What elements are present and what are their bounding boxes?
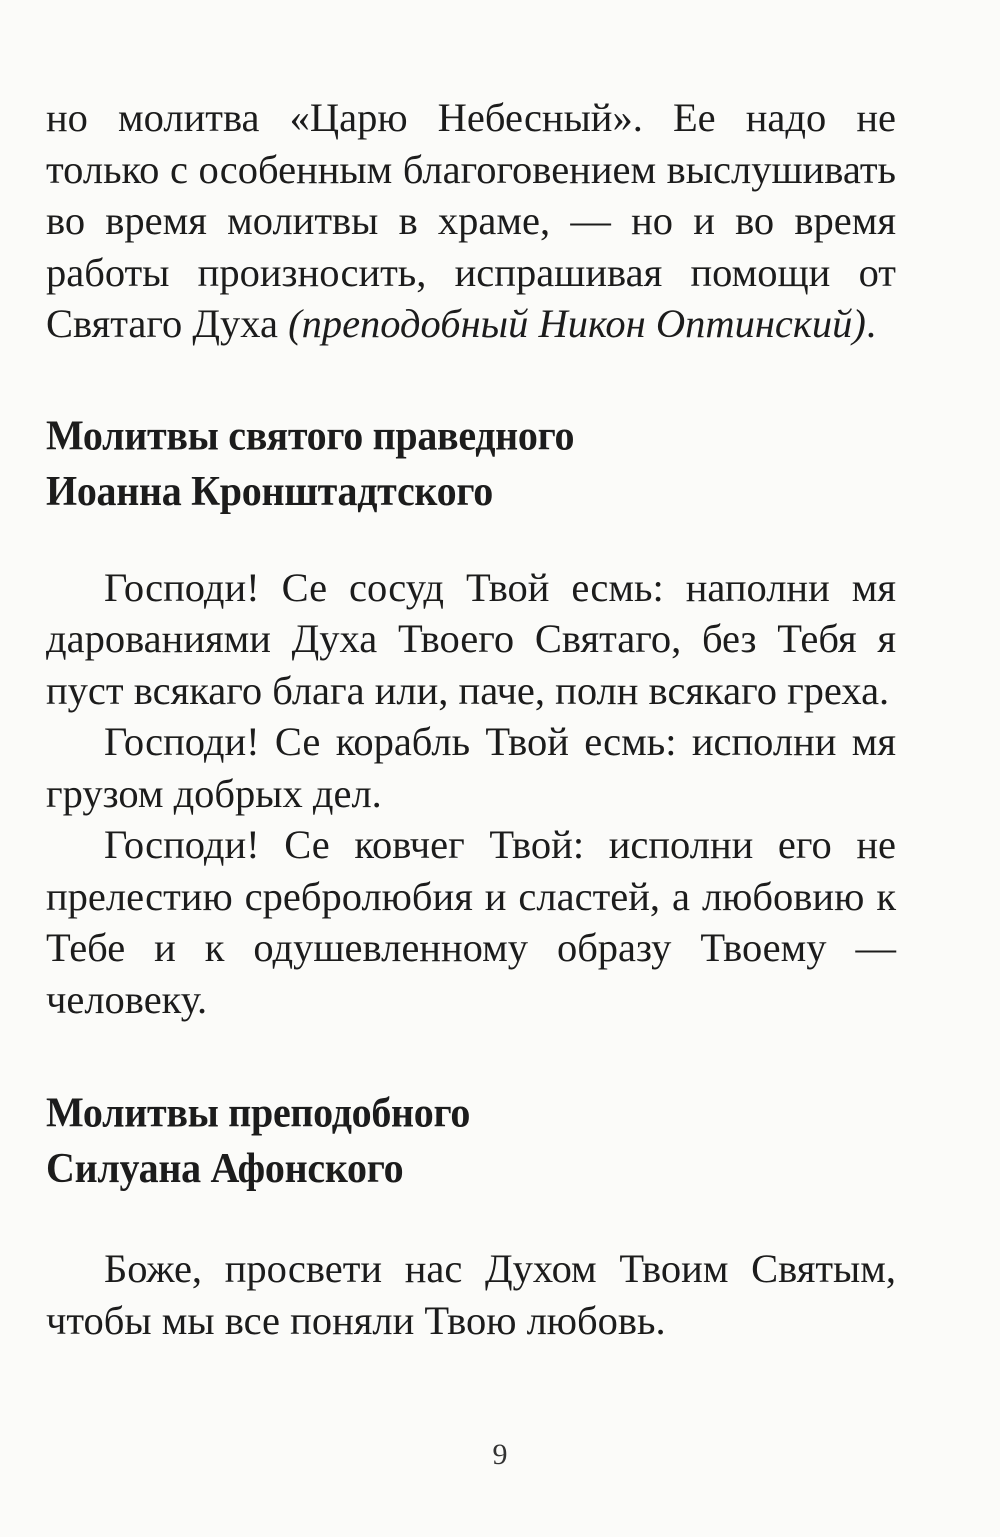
section1-paragraph-1: Господи! Се сосуд Твой есмь: наполни мя дарованиями Духа Твоего Святаго, без Тебя я пуст всякаго блага или, паче, полн всякаго греха. [46,564,896,713]
section1-paragraph-2: Господи! Се корабль Твой есмь: исполни мя грузом добрых дел. [46,719,896,816]
intro-paragraph [46,92,896,350]
intro-end: . [865,301,876,346]
section2-paragraph-1: Боже, просвети нас Духом Твоим Святым, чтобы мы все поняли Твою любовь. [46,1246,896,1343]
section1-title-line1: Молитвы святого праведного [46,411,575,459]
section1-title-line2: Иоанна Кронштадтского [46,466,493,514]
section1-paragraph-3: Господи! Се ковчег Твой: исполни его не прелестию сребролюбия и сластей, а любовию к Тебе и к одушевленному образу Твоему — человеку. [46,822,896,1022]
intro-text: но молитва «Царю Небесный». Ее надо не только с особенным благоговением выслушивать во время молитвы в храме, — но и во время работы произносить, испрашивая помощи от Святаго Духа [46,95,896,346]
intro-attribution: (преподобный Никон Оптинский) [288,301,866,346]
page-text [46,92,896,1346]
page-number: 9 [492,1438,508,1471]
section2-title-line1: Молитвы преподобного [46,1088,471,1136]
section1-heading [46,407,896,518]
section2-title-line2: Силуана Афонского [46,1144,404,1192]
section2-heading [46,1084,896,1195]
